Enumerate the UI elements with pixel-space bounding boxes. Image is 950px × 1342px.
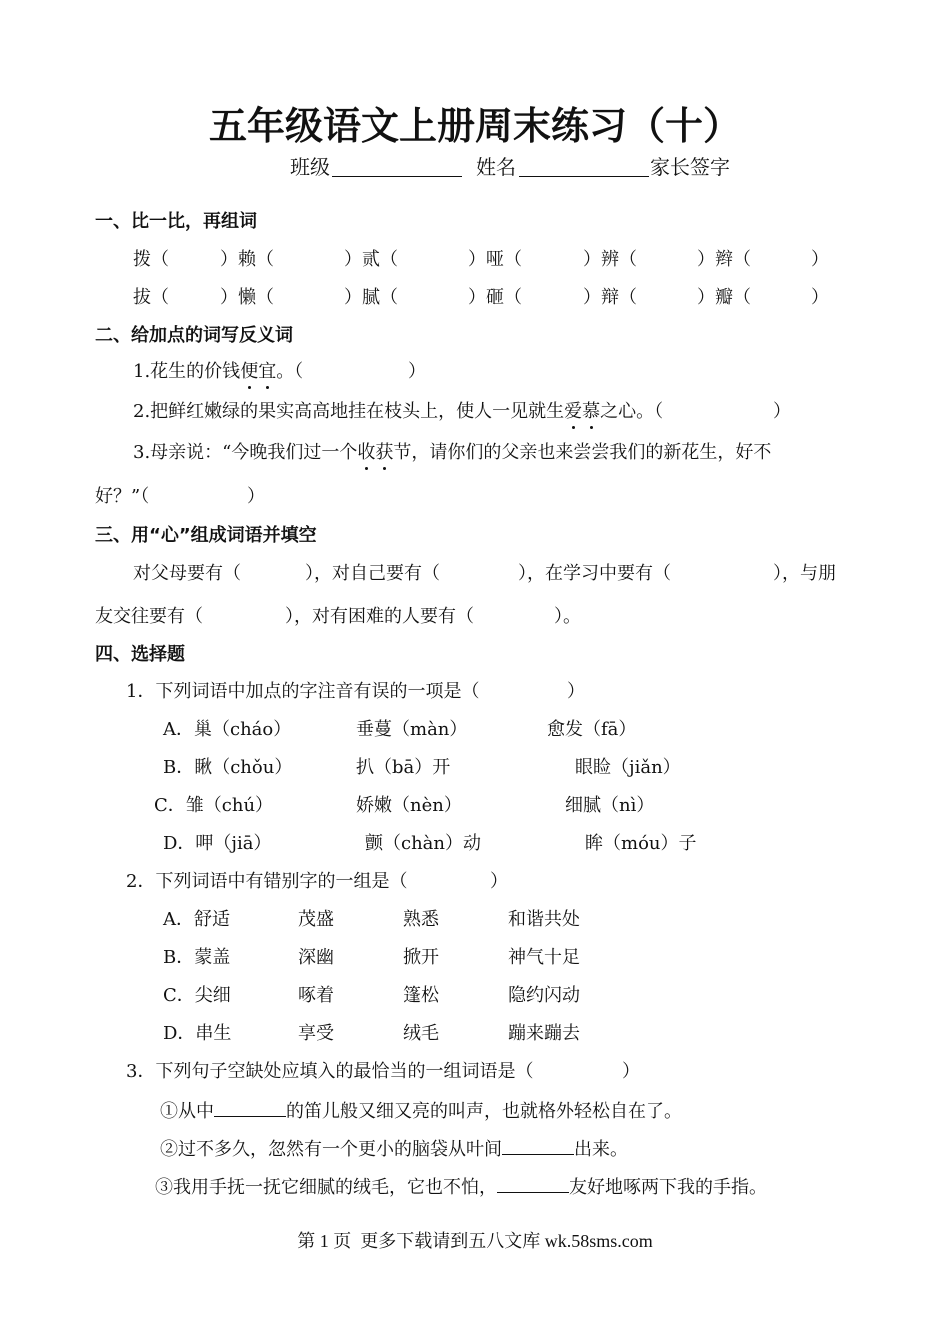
s2-q1-close: ） [408, 361, 426, 382]
s4-q1-B-1: B．瞅（chǒu） [163, 757, 293, 778]
s4-q1-C-2: 娇嫩（nèn） [356, 795, 462, 816]
s4-q2-A-1: A．舒适 [163, 909, 230, 930]
s4-q3-item3 [155, 1174, 767, 1200]
s1-r2-c4: ）砸（ [468, 287, 522, 308]
s2-q2-dotted-2: 慕 [582, 401, 601, 422]
s4-q1-stem: 1．下列词语中加点的字注音有误的一项是（ [126, 681, 480, 702]
s3-l1-p4: ），与朋 [773, 563, 836, 584]
s2-q1-open: 。（ [276, 361, 304, 382]
s3-l1-p3: ），在学习中要有（ [518, 563, 671, 584]
section2-heading: 二、给加点的词写反义词 [95, 325, 293, 346]
section4-heading: 四、选择题 [95, 644, 185, 665]
s4-q2-D-4: 蹦来蹦去 [508, 1023, 580, 1044]
class-label: 班级 [290, 155, 330, 179]
page-footer: 第 1 页 更多下载请到五八文库 wk.58sms.com [297, 1231, 653, 1251]
s4-q1-D-1: D．呷（jiā） [163, 833, 272, 854]
s2-q3 [133, 441, 771, 465]
s2-q1-text: 1.花生的价钱 [133, 361, 241, 382]
s4-q3-i1-a: ①从中 [160, 1101, 214, 1122]
s2-q3-cont: 好？”（ [95, 486, 150, 507]
s2-q3-dotted-1: 收 [357, 442, 376, 463]
s4-q2-D-1: D．串生 [163, 1023, 232, 1044]
s2-q2-dotted-1: 爱 [564, 401, 583, 422]
s3-l2-p3: ）。 [554, 606, 581, 627]
s4-q3-i1-blank [214, 1098, 286, 1117]
name-label: 姓名 [476, 155, 516, 179]
s2-q2-text: 2.把鲜红嫩绿的果实高高地挂在枝头上，使人一见就生 [133, 401, 565, 422]
s2-q1-dotted-2: 宜 [258, 361, 277, 382]
s4-q2-B-3: 掀开 [403, 947, 439, 968]
s2-q3-rest: 节，请你们的父亲也来尝尝我们的新花生，好不 [393, 442, 772, 463]
s4-q3-close: ） [622, 1061, 640, 1082]
s3-l2-p2: ），对有困难的人要有（ [285, 606, 474, 627]
s2-q2 [133, 400, 663, 424]
s1-r1-c3: ）贰（ [344, 249, 398, 270]
s4-q1-C-3: 细腻（nì） [565, 795, 655, 816]
s4-q2-A-4: 和谐共处 [508, 909, 580, 930]
s4-q2-C-1: C．尖细 [163, 985, 231, 1006]
s1-r2-c7: ） [811, 287, 829, 308]
s4-q2-C-4: 隐约闪动 [508, 985, 580, 1006]
s1-r2-c6: ）瓣（ [697, 287, 751, 308]
s4-q3-item2 [160, 1136, 628, 1162]
s4-q3-item1 [160, 1098, 682, 1124]
s4-q3-i3-blank [497, 1174, 569, 1193]
s4-q2-C-2: 啄着 [298, 985, 334, 1006]
s4-q2-B-1: B．蒙盖 [163, 947, 231, 968]
s1-r1-c6: ）辫（ [697, 249, 751, 270]
s4-q2-D-2: 享受 [298, 1023, 334, 1044]
s4-q1-A-2: 垂蔓（màn） [356, 719, 468, 740]
s1-r2-c3: ）腻（ [344, 287, 398, 308]
s3-l2-p1: 友交往要有（ [95, 606, 203, 627]
s4-q1-B-2: 扒（bā）开 [356, 757, 451, 778]
s2-q3-dotted-2: 获 [375, 442, 394, 463]
s4-q1-A-1: A．巢（cháo） [163, 719, 292, 740]
s4-q1-close: ） [567, 681, 585, 702]
s4-q2-C-3: 篷松 [403, 985, 439, 1006]
s2-q2-close: ） [773, 401, 791, 422]
s4-q1-C-1: C．雏（chú） [154, 795, 274, 816]
s1-r1-c1: 拨（ [133, 249, 169, 270]
name-blank [519, 158, 649, 177]
class-blank [332, 158, 462, 177]
s4-q2-D-3: 绒毛 [403, 1023, 439, 1044]
s1-r1-c7: ） [811, 249, 829, 270]
s2-q3-close: ） [247, 486, 265, 507]
s4-q1-D-3: 眸（móu）子 [585, 833, 697, 854]
s1-r2-c1: 拔（ [133, 287, 169, 308]
s4-q3-stem: 3．下列句子空缺处应填入的最恰当的一组词语是（ [126, 1061, 534, 1082]
s4-q1-A-3: 愈发（fā） [547, 719, 637, 740]
s1-r1-c2: ）赖（ [220, 249, 274, 270]
s4-q1-D-2: 颤（chàn）动 [365, 833, 481, 854]
s4-q2-B-2: 深幽 [298, 947, 334, 968]
s4-q3-i2-blank [502, 1136, 574, 1155]
s2-q2-open: 之心。（ [600, 401, 664, 422]
page-title: 五年级语文上册周末练习（十） [208, 104, 741, 148]
s4-q3-i3-a: ③我用手抚一抚它细腻的绒毛，它也不怕， [155, 1177, 497, 1198]
s4-q2-B-4: 神气十足 [508, 947, 580, 968]
s4-q2-stem: 2．下列词语中有错别字的一组是（ [126, 871, 408, 892]
s1-r1-c4: ）哑（ [468, 249, 522, 270]
s1-r1-c5: ）辨（ [583, 249, 637, 270]
parent-sign-label: 家长签字 [650, 155, 730, 179]
s2-q1-dotted-1: 便 [240, 361, 259, 382]
s4-q2-close: ） [490, 871, 508, 892]
s4-q2-A-2: 茂盛 [298, 909, 334, 930]
s3-l1-p2: ），对自己要有（ [305, 563, 440, 584]
section1-heading: 一、比一比，再组词 [95, 211, 257, 232]
s4-q2-A-3: 熟悉 [403, 909, 439, 930]
s2-q1 [133, 360, 303, 384]
section3-heading: 三、用“心”组成词语并填空 [95, 525, 317, 546]
s4-q3-i3-b: 友好地啄两下我的手指。 [569, 1177, 767, 1198]
s1-r2-c2: ）懒（ [220, 287, 274, 308]
s2-q3-text: 3.母亲说：“今晚我们过一个 [133, 442, 358, 463]
s4-q3-i1-b: 的笛儿般又细又亮的叫声，也就格外轻松自在了。 [286, 1101, 682, 1122]
s3-l1-p1: 对父母要有（ [133, 563, 241, 584]
s4-q1-B-3: 眼睑（jiǎn） [575, 757, 681, 778]
s4-q3-i2-a: ②过不多久，忽然有一个更小的脑袋从叶间 [160, 1139, 502, 1160]
s1-r2-c5: ）辩（ [583, 287, 637, 308]
s4-q3-i2-b: 出来。 [574, 1139, 628, 1160]
